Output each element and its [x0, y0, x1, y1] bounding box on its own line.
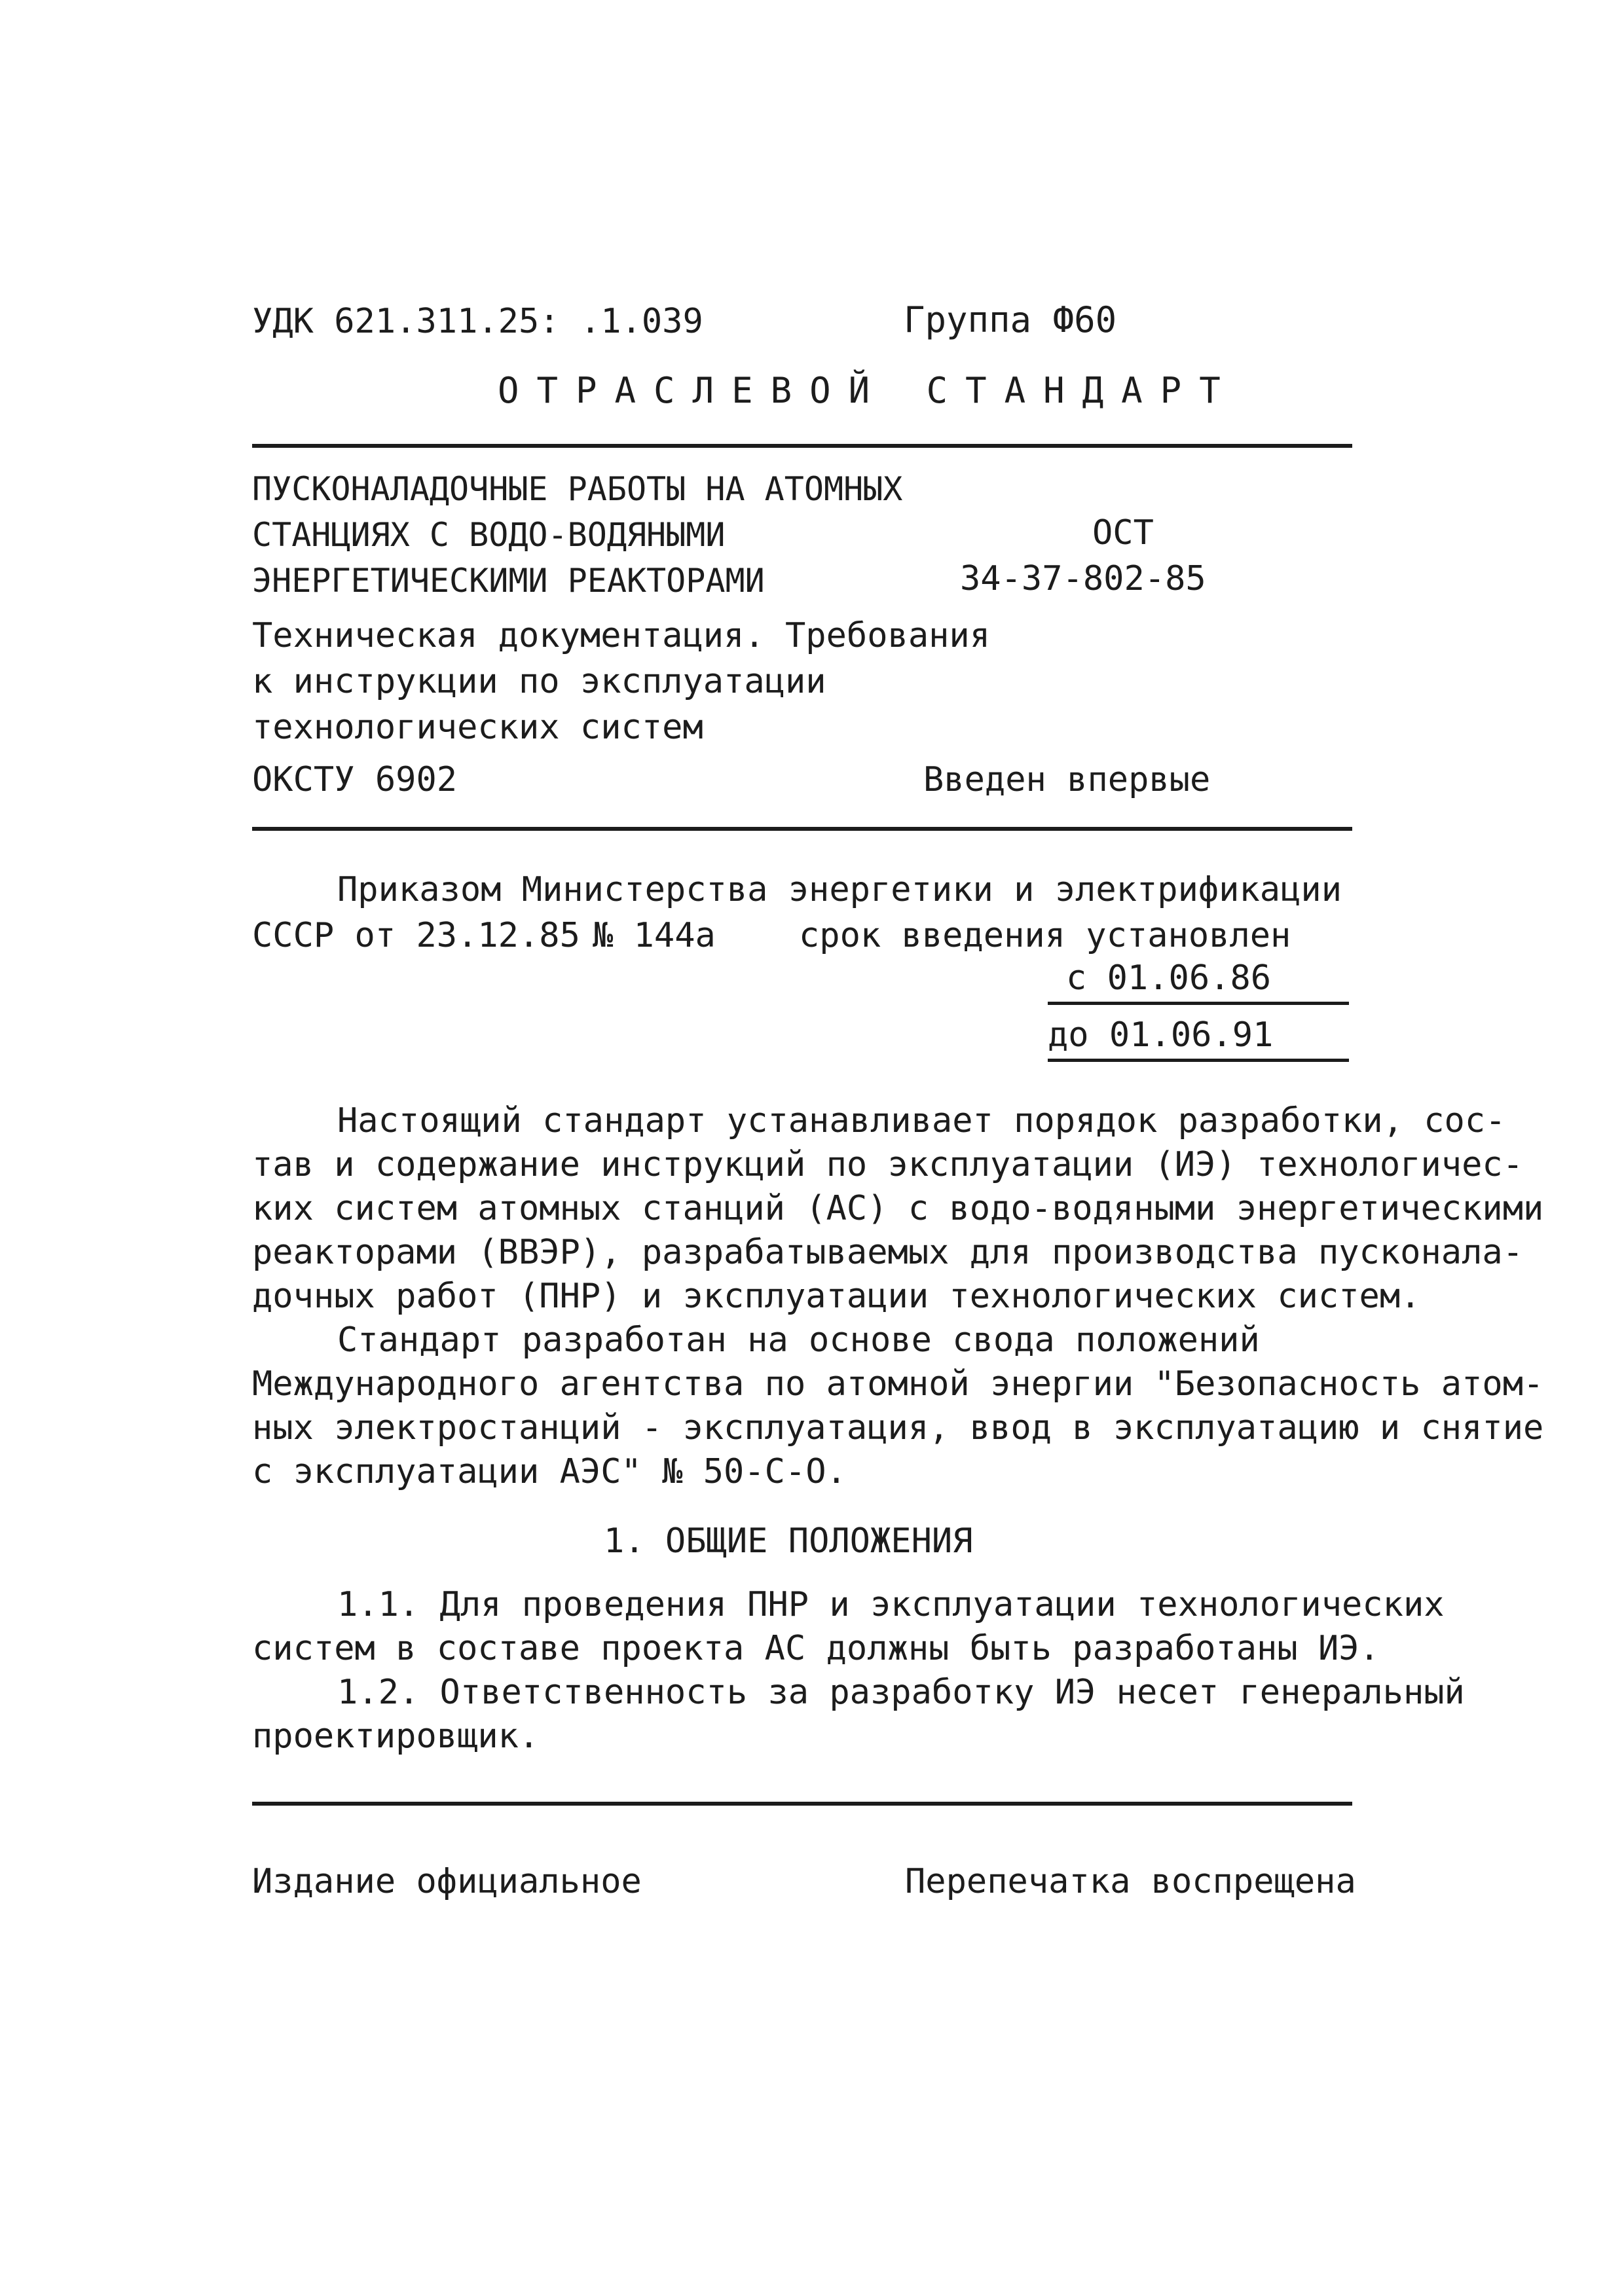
order-date: СССР от 23.12.85 [252, 916, 580, 955]
effective-date-to: до 01.06.91 [1048, 1015, 1274, 1055]
body-p2-line-2: Международного агентства по атомной энергии "Безопасность атом- [252, 1364, 1544, 1404]
section-heading: 1. ОБЩИЕ ПОЛОЖЕНИЯ [604, 1522, 973, 1561]
order-line-1: Приказом Министерства энергетики и электрификации [337, 870, 1342, 909]
top-divider [252, 444, 1352, 448]
date-divider [1048, 1002, 1349, 1005]
footer-reprint-prohibited: Перепечатка воспрещена [905, 1862, 1356, 1901]
body-p2-line-1: Стандарт разработан на основе свода положений [337, 1321, 1260, 1360]
body-p1-line-1: Настоящий стандарт устанавливает порядок разработки, сос- [337, 1101, 1506, 1140]
udk-code: УДК 621.311.25: .1.039 [252, 302, 703, 341]
introduced-status: Введен впервые [923, 760, 1211, 799]
clause-1-2-line-1: 1.2. Ответственность за разработку ИЭ несет генеральный [337, 1673, 1465, 1712]
ost-label: ОСТ [1092, 513, 1154, 553]
clause-1-1-line-1: 1.1. Для проведения ПНР и эксплуатации технологических [337, 1585, 1445, 1624]
document-type: ОТРАСЛЕВОЙ СТАНДАРТ [498, 370, 1238, 411]
body-p1-line-5: дочных работ (ПНР) и эксплуатации технологических систем. [252, 1277, 1421, 1316]
oksty-code: ОКСТУ 6902 [252, 760, 458, 799]
body-p1-line-2: тав и содержание инструкций по эксплуатации (ИЭ) технологичес- [252, 1145, 1524, 1184]
middle-divider [252, 827, 1352, 831]
effective-date-from: с 01.06.86 [1066, 958, 1272, 998]
clause-1-2-line-2: проектировщик. [252, 1717, 540, 1756]
body-p2-line-4: с эксплуатации АЭС" № 50-С-О. [252, 1452, 847, 1491]
title-line-1: ПУСКОНАЛАДОЧНЫЕ РАБОТЫ НА АТОМНЫХ [252, 470, 903, 508]
order-number: № 144а [593, 916, 716, 955]
body-p2-line-3: ных электростанций - эксплуатация, ввод в эксплуатацию и снятие [252, 1408, 1544, 1448]
bottom-divider [252, 1802, 1352, 1806]
title-line-2: СТАНЦИЯХ С ВОДО-ВОДЯНЫМИ [252, 516, 726, 554]
clause-1-1-line-2: систем в составе проекта АС должны быть разработаны ИЭ. [252, 1629, 1380, 1668]
group-code: Группа Ф60 [904, 299, 1117, 340]
subtitle-line-3: технологических систем [252, 708, 703, 747]
body-p1-line-3: ких систем атомных станций (АС) с водо-водяными энергетическими [252, 1189, 1544, 1228]
effective-term-label: срок введения установлен [799, 916, 1291, 955]
subtitle-line-2: к инструкции по эксплуатации [252, 662, 826, 701]
body-p1-line-4: реакторами (ВВЭР), разрабатываемых для производства пусконала- [252, 1233, 1524, 1272]
footer-official-edition: Издание официальное [252, 1862, 642, 1901]
ost-number: 34-37-802-85 [960, 559, 1206, 598]
date-underline [1048, 1059, 1349, 1062]
subtitle-line-1: Техническая документация. Требования [252, 616, 991, 655]
title-line-3: ЭНЕРГЕТИЧЕСКИМИ РЕАКТОРАМИ [252, 562, 765, 600]
